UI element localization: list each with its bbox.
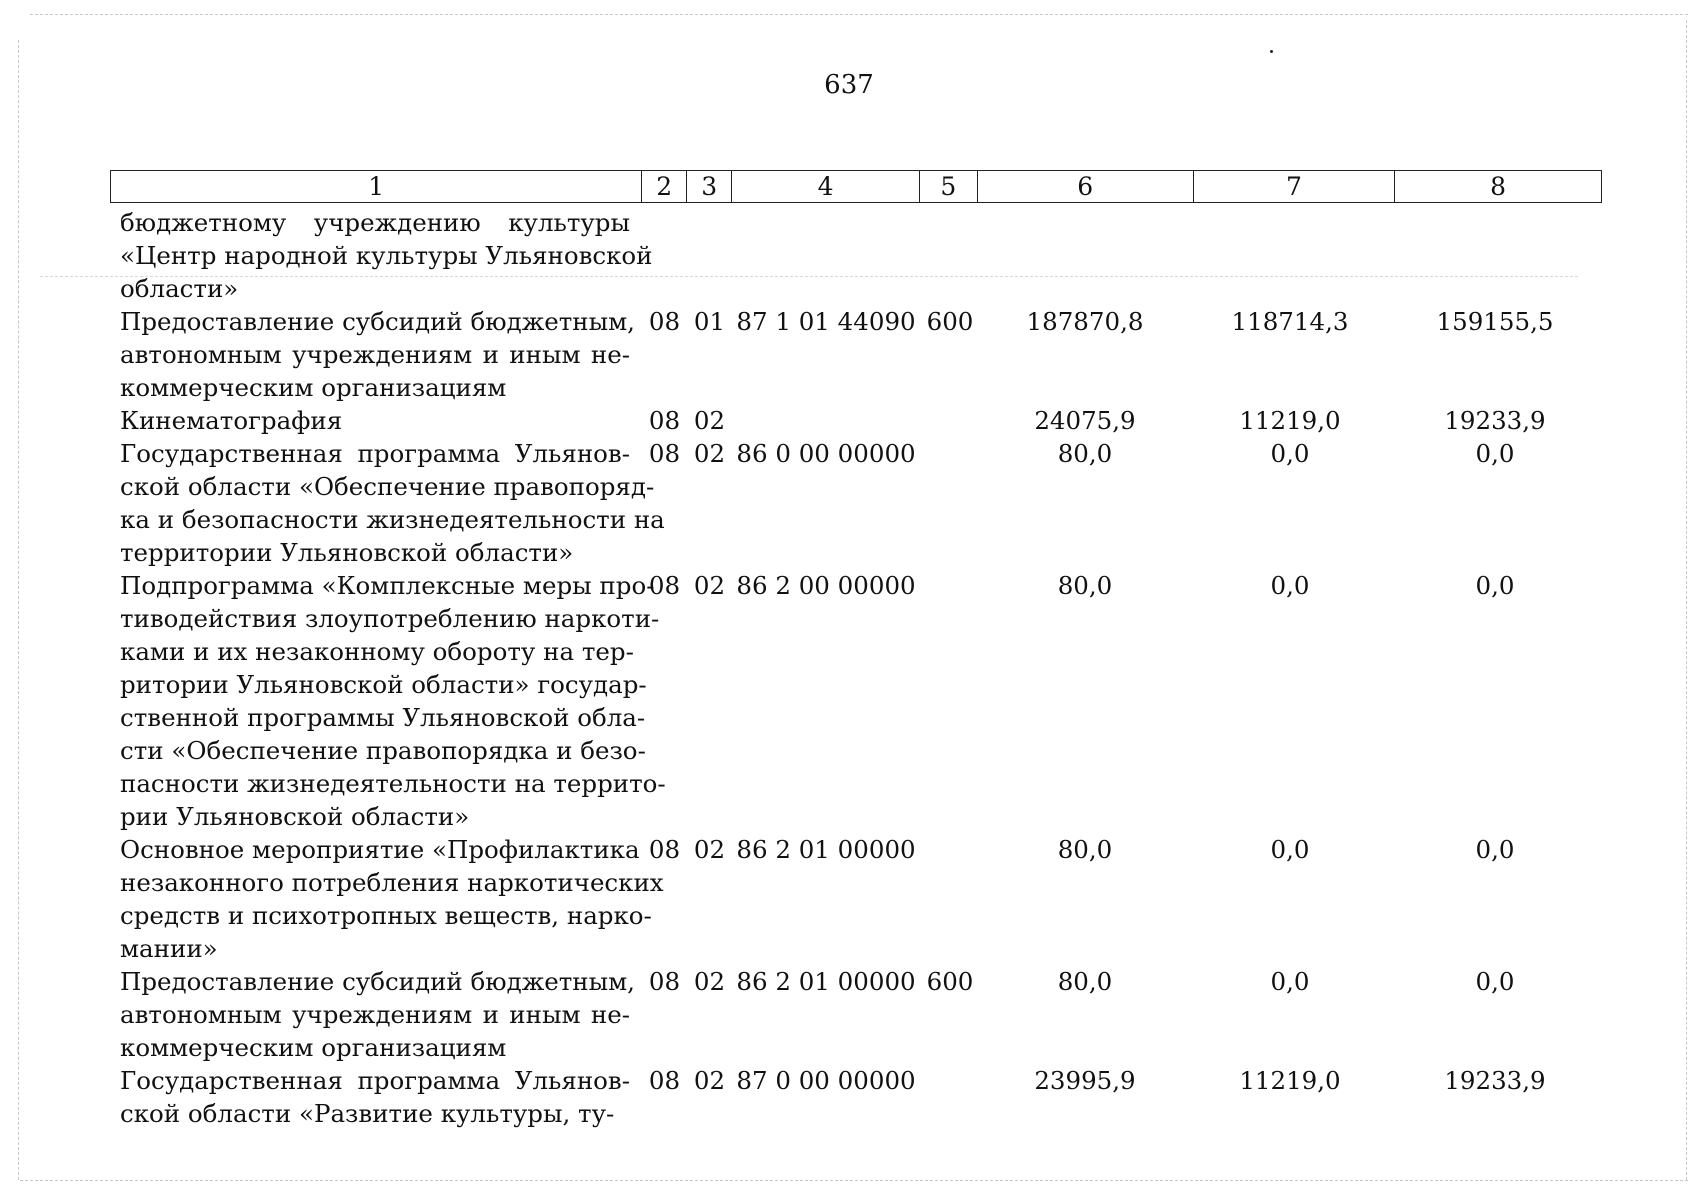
scan-border-bottom — [20, 1180, 1688, 1181]
subsection-code: 02 — [693, 406, 726, 435]
section-code: 08 — [648, 1066, 681, 1095]
amount-col-6: 80,0 — [1057, 439, 1113, 468]
description-line: сти «Обеспечение правопорядка и безо- — [120, 736, 646, 765]
table-row — [120, 833, 1610, 965]
description-line: незаконного потребления наркотических — [120, 868, 664, 897]
description-line: автономным учреждениям и иным не- — [120, 340, 630, 369]
description-line: территории Ульяновской области» — [120, 538, 574, 567]
target-article: 86 2 00 00000 — [736, 571, 916, 600]
description-line: Предоставление субсидий бюджетным, — [120, 967, 635, 996]
page-number: 637 — [824, 70, 874, 100]
description-line: Кинематография — [120, 406, 343, 435]
subsection-code: 02 — [693, 835, 726, 864]
target-article: 87 1 01 44090 — [736, 307, 916, 336]
subsection-code: 02 — [693, 571, 726, 600]
description-line: рии Ульяновской области» — [120, 802, 470, 831]
header-col-4: 4 — [732, 171, 920, 202]
description-line: коммерческим организациям — [120, 373, 507, 402]
amount-col-7: 0,0 — [1270, 439, 1310, 468]
amount-col-6: 80,0 — [1057, 835, 1113, 864]
section-code: 08 — [648, 439, 681, 468]
description-line: ской области «Обеспечение правопоряд- — [120, 472, 655, 501]
description-line: ка и безопасности жизнедеятельности на — [120, 505, 665, 534]
description-line: коммерческим организациям — [120, 1033, 507, 1062]
description-line: «Центр народной культуры Ульяновской — [120, 241, 653, 270]
header-col-6: 6 — [978, 171, 1194, 202]
amount-col-6: 187870,8 — [1026, 307, 1144, 336]
section-code: 08 — [648, 307, 681, 336]
scan-speck — [1270, 50, 1273, 53]
amount-col-7: 118714,3 — [1231, 307, 1349, 336]
header-col-5: 5 — [920, 171, 978, 202]
subsection-code: 01 — [693, 307, 726, 336]
description-line: области» — [120, 274, 239, 303]
amount-col-8: 19233,9 — [1444, 406, 1546, 435]
description-line: бюджетному учреждению культуры — [120, 208, 630, 237]
row-description — [120, 1064, 630, 1130]
amount-col-8: 0,0 — [1475, 835, 1515, 864]
description-line: Подпрограмма «Комплексные меры про- — [120, 571, 655, 600]
header-col-3: 3 — [687, 171, 732, 202]
row-description — [120, 305, 635, 404]
section-code: 08 — [648, 835, 681, 864]
header-col-2: 2 — [642, 171, 687, 202]
row-description — [120, 206, 653, 305]
target-article: 86 0 00 00000 — [736, 439, 916, 468]
row-description — [120, 965, 635, 1064]
description-line: ственной программы Ульяновской обла- — [120, 703, 646, 732]
table-row — [120, 305, 1610, 404]
amount-col-6: 24075,9 — [1034, 406, 1136, 435]
description-line: ритории Ульяновской области» государ- — [120, 670, 647, 699]
section-code: 08 — [648, 571, 681, 600]
subsection-code: 02 — [693, 439, 726, 468]
description-line: пасности жизнедеятельности на террито- — [120, 769, 666, 798]
table-row — [120, 1064, 1610, 1130]
amount-col-7: 0,0 — [1270, 967, 1310, 996]
table-body — [120, 206, 1610, 1130]
amount-col-8: 0,0 — [1475, 571, 1515, 600]
scan-border-right — [1686, 20, 1687, 1180]
target-article: 87 0 00 00000 — [736, 1066, 916, 1095]
table-row — [120, 404, 1610, 437]
description-line: Предоставление субсидий бюджетным, — [120, 307, 635, 336]
table-header — [110, 170, 1602, 203]
amount-col-8: 159155,5 — [1436, 307, 1554, 336]
expense-type: 600 — [926, 967, 974, 996]
amount-col-6: 80,0 — [1057, 571, 1113, 600]
section-code: 08 — [648, 406, 681, 435]
amount-col-8: 0,0 — [1475, 439, 1515, 468]
description-line: средств и психотропных веществ, нарко- — [120, 901, 652, 930]
description-line: Государственная программа Ульянов- — [120, 439, 630, 468]
scan-border-left — [18, 40, 19, 1180]
amount-col-8: 0,0 — [1475, 967, 1515, 996]
target-article: 86 2 01 00000 — [736, 967, 916, 996]
scan-border-top — [30, 14, 1688, 15]
amount-col-8: 19233,9 — [1444, 1066, 1546, 1095]
table-row — [120, 206, 1610, 305]
section-code: 08 — [648, 967, 681, 996]
row-description — [120, 833, 664, 965]
table-row — [120, 569, 1610, 833]
row-description — [120, 404, 630, 437]
amount-col-7: 0,0 — [1270, 571, 1310, 600]
subsection-code: 02 — [693, 967, 726, 996]
header-col-1: 1 — [111, 171, 642, 202]
header-col-7: 7 — [1194, 171, 1396, 202]
description-line: автономным учреждениям и иным не- — [120, 1000, 630, 1029]
amount-col-6: 80,0 — [1057, 967, 1113, 996]
header-col-8: 8 — [1490, 172, 1507, 201]
table-row — [120, 965, 1610, 1064]
table-row — [120, 437, 1610, 569]
amount-col-7: 11219,0 — [1239, 406, 1341, 435]
description-line: ками и их незаконному обороту на тер- — [120, 637, 634, 666]
subsection-code: 02 — [693, 1066, 726, 1095]
amount-col-7: 11219,0 — [1239, 1066, 1341, 1095]
description-line: тиводействия злоупотреблению наркоти- — [120, 604, 660, 633]
target-article: 86 2 01 00000 — [736, 835, 916, 864]
description-line: Государственная программа Ульянов- — [120, 1066, 630, 1095]
description-line: Основное мероприятие «Профилактика — [120, 835, 640, 864]
description-line: мании» — [120, 934, 218, 963]
description-line: ской области «Развитие культуры, ту- — [120, 1099, 615, 1128]
amount-col-6: 23995,9 — [1034, 1066, 1136, 1095]
amount-col-7: 0,0 — [1270, 835, 1310, 864]
expense-type: 600 — [926, 307, 974, 336]
